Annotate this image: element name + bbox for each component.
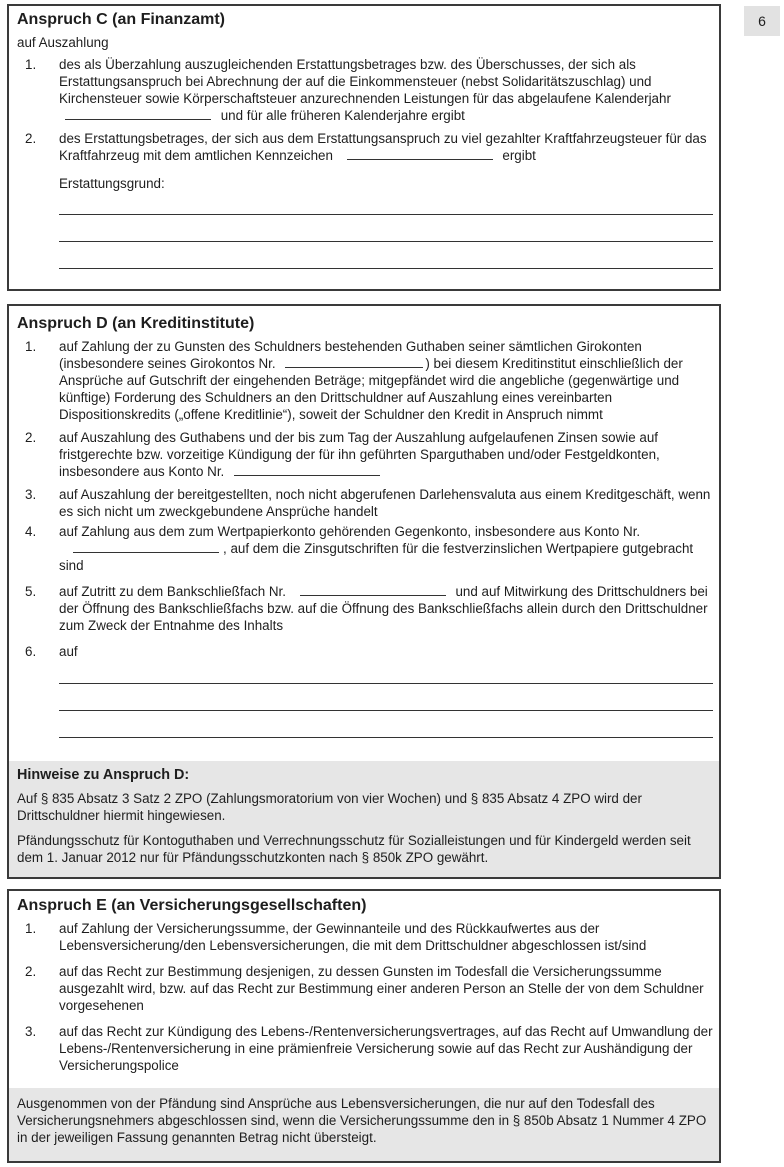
claim-d-note-1: Auf § 835 Absatz 3 Satz 2 ZPO (Zahlungsmoratorium von vier Wochen) und § 835 Absatz 4 ZPO wird der Drittschuldner hiermit hingewiesen. bbox=[17, 791, 642, 823]
claim-c-intro: auf Auszahlung bbox=[17, 35, 109, 50]
other-claim-line-2[interactable] bbox=[59, 710, 713, 711]
refund-reason-line-1[interactable] bbox=[59, 214, 713, 215]
claim-c-title: Anspruch C (an Finanzamt) bbox=[17, 11, 226, 28]
refund-reason-line-2[interactable] bbox=[59, 241, 713, 242]
item-number: 1. bbox=[25, 921, 37, 936]
item-text: auf Zahlung aus dem zum Wertpapierkonto gehörenden Gegenkonto, insbesondere aus Konto Nr. bbox=[59, 524, 641, 539]
claim-d-item-6 bbox=[9, 643, 719, 660]
item-number: 5. bbox=[25, 584, 37, 599]
item-text: auf Auszahlung der bereitgestellten, noch nicht abgerufenen Darlehensvaluta aus einem Kreditgeschäft, wenn es sich nicht um zweckgebundene Ansprüche handelt bbox=[59, 487, 711, 519]
item-text: auf Zutritt zu dem Bankschließfach Nr. bbox=[59, 584, 286, 599]
calendar-year-field[interactable] bbox=[65, 108, 211, 120]
item-number: 2. bbox=[25, 430, 37, 445]
claim-c-item-2 bbox=[9, 130, 719, 164]
other-claim-line-1[interactable] bbox=[59, 683, 713, 684]
item-text: auf das Recht zur Kündigung des Lebens-/Rentenversicherungsvertrages, auf das Recht auf Umwandlung der Lebens-/Rentenversicherung in eine prämienfreie Versicherung sowie auf das Recht zur Aushändigung der Versicherungspolice bbox=[59, 1024, 713, 1073]
item-number: 6. bbox=[25, 644, 37, 659]
item-text-cont: und auf Mitwirkung des Drittschuldners bei der Öffnung des Bankschließfachs bzw. auf die Öffnung des Bankschließfachs allein durch den Drittschuldner zum Zweck der Entnahme des Inhalts bbox=[59, 584, 708, 633]
refund-reason bbox=[9, 175, 719, 192]
claim-d-item-4 bbox=[9, 523, 719, 574]
claim-d-title: Anspruch D (an Kreditinstitute) bbox=[17, 315, 255, 332]
safe-deposit-box-field[interactable] bbox=[300, 584, 446, 596]
claim-c-section bbox=[7, 4, 721, 291]
claim-e-item-2 bbox=[9, 963, 719, 1014]
claim-e-title: Anspruch E (an Versicherungsgesellschaften) bbox=[17, 897, 367, 914]
claim-c-item-1 bbox=[9, 56, 719, 124]
item-number: 1. bbox=[25, 57, 37, 72]
item-text: auf Zahlung der Versicherungssumme, der Gewinnanteile und des Rückkaufwertes aus der Lebensversicherung/den Lebensversicherungen, die mit dem Drittschuldner abgeschlossen ist/sind bbox=[59, 921, 647, 953]
other-claim-line-3[interactable] bbox=[59, 737, 713, 738]
item-text: des Erstattungsbetrages, der sich aus dem Erstattungsanspruch zu viel gezahlter Kraftfahrzeugsteuer für das Kraftfahrzeug mit dem amtlichen Kennzeichen bbox=[59, 131, 707, 163]
savings-account-field[interactable] bbox=[234, 464, 380, 476]
claim-d-note-2: Pfändungsschutz für Kontoguthaben und Verrechnungsschutz für Sozialleistungen und für Kindergeld werden seit dem 1. Januar 2012 nur für Pfändungsschutzkonten nach § 850k ZPO gewährt. bbox=[17, 833, 691, 865]
claim-e-section bbox=[7, 889, 721, 1163]
item-text: des als Überzahlung auszugleichenden Erstattungsbetrages bzw. des Überschusses, der sich als Erstattungsanspruch bei Abrechnung der auf die Einkommensteuer (nebst Solidaritätszuschlag) und Kirchensteuer sowie Körperschaftsteuer anzurechnenden Leistungen für das abgelaufene Kalenderjahr bbox=[59, 57, 671, 106]
securities-account-field[interactable] bbox=[73, 541, 219, 553]
item-number: 3. bbox=[25, 1024, 37, 1039]
claim-e-note bbox=[9, 1088, 719, 1161]
license-plate-field[interactable] bbox=[347, 148, 493, 160]
item-text: auf Zahlung der zu Gunsten des Schuldners bestehenden Guthaben seiner sämtlichen Girokonten (insbesondere seines Girokontos Nr. bbox=[59, 339, 642, 371]
claim-d-item-2 bbox=[9, 429, 719, 480]
item-number: 2. bbox=[25, 964, 37, 979]
checking-account-field[interactable] bbox=[285, 356, 423, 368]
item-text-cont: , auf dem die Zinsgutschriften für die festverzinslichen Wertpapiere gutgebracht sind bbox=[59, 541, 694, 573]
claim-d-notes bbox=[9, 761, 719, 877]
item-number: 3. bbox=[25, 487, 37, 502]
refund-reason-line-3[interactable] bbox=[59, 268, 713, 269]
item-number: 2. bbox=[25, 131, 37, 146]
claim-e-item-3 bbox=[9, 1023, 719, 1074]
item-text: auf Auszahlung des Guthabens und der bis zum Tag der Auszahlung aufgelaufenen Zinsen sowie auf fristgerechte bzw. vorzeitige Kündigung der für ihn geführten Sparguthaben und/oder Festgeldkonten, insbesondere aus Konto Nr. bbox=[59, 430, 660, 479]
item-number: 4. bbox=[25, 524, 37, 539]
item-text-cont: ) bei diesem Kreditinstitut einschließlich der Ansprüche auf Gutschrift der eingehenden Beträge; mitgepfändet wird die angebliche (gegenwärtige und künftige) Forderung des Schuldners an den Drittschuldner auf Auszahlung eines vereinbarten Dispositionskredits („offene Kreditlinie“), soweit der Schuldner den Kredit in Anspruch nimmt bbox=[59, 356, 683, 422]
refund-reason-label: Erstattungsgrund: bbox=[59, 176, 165, 191]
claim-d-notes-title: Hinweise zu Anspruch D: bbox=[17, 767, 190, 783]
claim-e-item-1 bbox=[9, 920, 719, 954]
claim-d-item-5 bbox=[9, 583, 719, 634]
claim-e-note-text: Ausgenommen von der Pfändung sind Ansprüche aus Lebensversicherungen, die nur auf den Todesfall des Versicherungsnehmers abgeschlossen sind, wenn die Versicherungssumme den in § 850b Absatz 1 Nummer 4 ZPO in der jeweiligen Fassung genannten Betrag nicht übersteigt. bbox=[17, 1096, 707, 1145]
item-text-cont: und für alle früheren Kalenderjahre ergibt bbox=[220, 108, 465, 123]
page-number: 6 bbox=[744, 6, 780, 36]
claim-d-item-1 bbox=[9, 338, 719, 423]
item-text: auf bbox=[59, 644, 78, 659]
claim-d-item-3 bbox=[9, 486, 719, 520]
claim-d-section bbox=[7, 304, 721, 879]
item-text: auf das Recht zur Bestimmung desjenigen, zu dessen Gunsten im Todesfall die Versicherungssumme ausgezahlt wird, bzw. auf das Recht zur Bestimmung einer anderen Person an Stelle der von dem Schuldner vorgesehenen bbox=[59, 964, 704, 1013]
item-number: 1. bbox=[25, 339, 37, 354]
item-text-cont: ergibt bbox=[502, 148, 536, 163]
